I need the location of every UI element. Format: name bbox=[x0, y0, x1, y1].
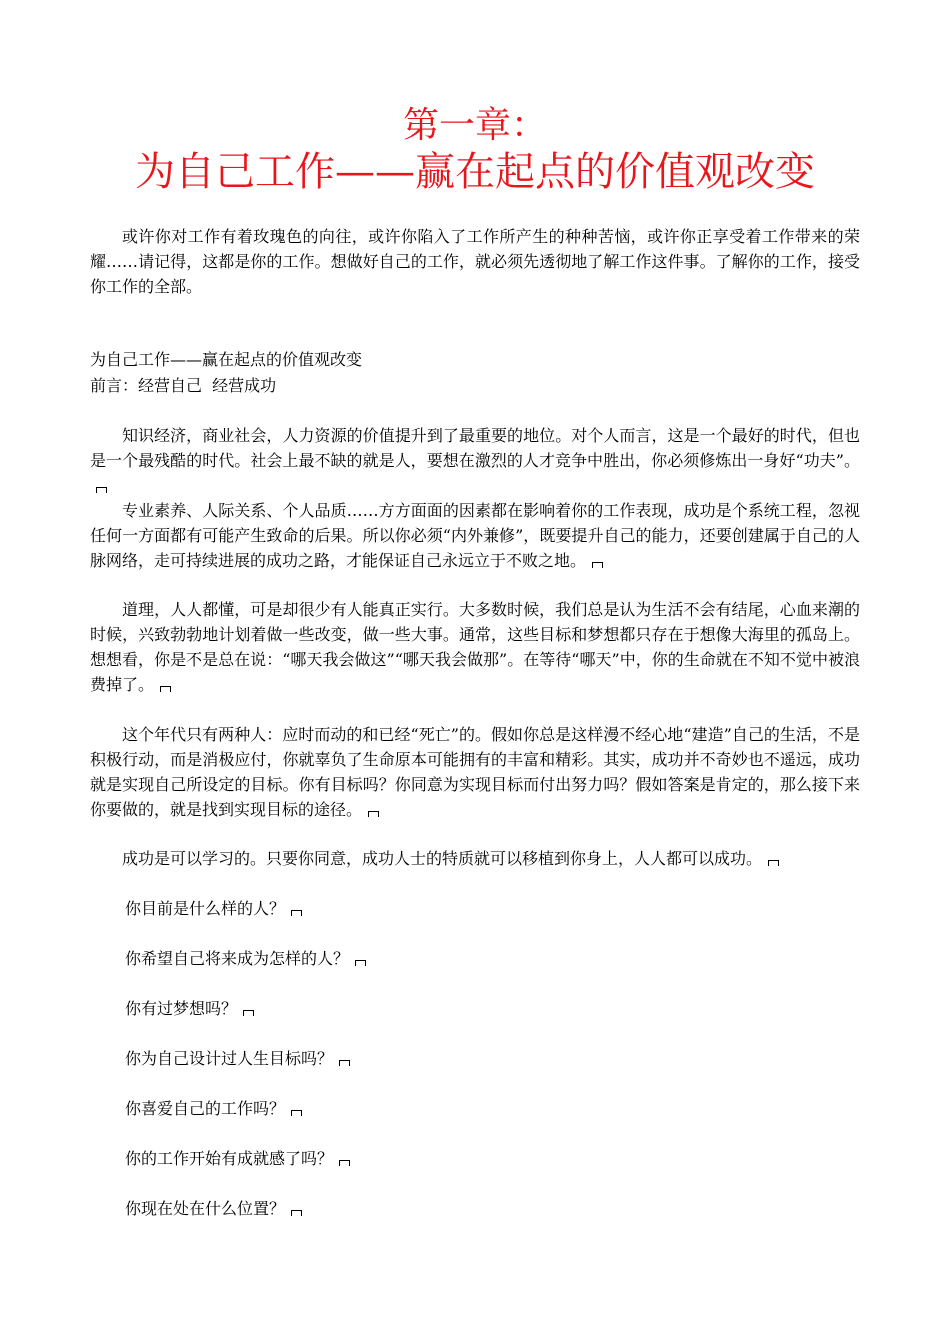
paragraph-mark-icon bbox=[339, 1060, 350, 1066]
question-item: 你为自己设计过人生目标吗？ bbox=[125, 1046, 350, 1071]
paragraph-text: 知识经济，商业社会，人力资源的价值提升到了最重要的地位。对个人而言，这是一个最好的时代，但也是一个最残酷的时代。社会上最不缺的就是人，要想在激烈的人才竞争中胜出，你必须修炼出一身好“功夫”。 bbox=[90, 426, 860, 470]
paragraph-mark-icon bbox=[96, 487, 107, 493]
paragraph-text: 成功是可以学习的。只要你同意，成功人士的特质就可以移植到你身上，人人都可以成功。 bbox=[122, 849, 763, 868]
paragraph-mark-icon bbox=[368, 811, 379, 817]
paragraph-text: 这个年代只有两种人：应时而动的和已经“死亡”的。假如你总是这样漫不经心地“建造”自己的生活，不是积极行动，而是消极应付，你就辜负了生命原本可能拥有的丰富和精彩。其实，成功并不奇妙也不遥远，成功就是实现自己所设定的目标。你有目标吗？你同意为实现目标而付出努力吗？假如答案是肯定的，那么接下来你要做的，就是找到实现目标的途径。 bbox=[90, 725, 860, 819]
chapter-title: 第一章： bbox=[402, 105, 547, 146]
section-heading: 为自己工作——赢在起点的价值观改变 bbox=[90, 350, 363, 369]
body-paragraph-4 bbox=[90, 722, 860, 822]
question-item: 你现在处在什么位置？ bbox=[125, 1196, 302, 1221]
question-item: 你有过梦想吗？ bbox=[125, 996, 254, 1021]
question-item: 你喜爱自己的工作吗？ bbox=[125, 1096, 302, 1121]
intro-text: 或许你对工作有着玫瑰色的向往，或许你陷入了工作所产生的种种苦恼，或许你正享受着工作带来的荣耀……请记得，这都是你的工作。想做好自己的工作，就必须先透彻地了解工作这件事。了解你的工作，接受你工作的全部。 bbox=[90, 227, 860, 296]
body-paragraph-2 bbox=[90, 498, 860, 573]
question-item: 你希望自己将来成为怎样的人？ bbox=[125, 946, 366, 971]
paragraph-mark-icon bbox=[768, 860, 779, 866]
intro-paragraph bbox=[90, 224, 860, 299]
paragraph-mark-icon bbox=[291, 1110, 302, 1116]
preface-heading: 前言：经营自己 经营成功 bbox=[90, 376, 277, 395]
question-item: 你目前是什么样的人？ bbox=[125, 896, 302, 921]
chapter-subtitle: 为自己工作——赢在起点的价值观改变 bbox=[135, 149, 815, 195]
paragraph-mark-icon bbox=[592, 562, 603, 568]
body-paragraph-1 bbox=[90, 423, 860, 498]
paragraph-mark-icon bbox=[291, 1210, 302, 1216]
paragraph-mark-icon bbox=[243, 1010, 254, 1016]
body-paragraph-3 bbox=[90, 597, 860, 697]
question-item: 你的工作开始有成就感了吗？ bbox=[125, 1146, 350, 1171]
paragraph-mark-icon bbox=[160, 686, 171, 692]
paragraph-mark-icon bbox=[291, 910, 302, 916]
body-paragraph-5 bbox=[90, 846, 860, 871]
paragraph-text: 道理，人人都懂，可是却很少有人能真正实行。大多数时候，我们总是认为生活不会有结尾，心血来潮的时候，兴致勃勃地计划着做一些改变，做一些大事。通常，这些目标和梦想都只存在于想像大海里的孤岛上。想想看，你是不是总在说：“哪天我会做这”“哪天我会做那”。在等待“哪天”中，你的生命就在不知不觉中被浪费掉了。 bbox=[90, 600, 860, 694]
paragraph-mark-icon bbox=[339, 1160, 350, 1166]
paragraph-mark-icon bbox=[355, 960, 366, 966]
paragraph-text: 专业素养、人际关系、个人品质……方方面面的因素都在影响着你的工作表现，成功是个系统工程，忽视任何一方面都有可能产生致命的后果。所以你必须“内外兼修”，既要提升自己的能力，还要创建属于自己的人脉网络，走可持续进展的成功之路，才能保证自己永远立于不败之地。 bbox=[90, 501, 860, 570]
